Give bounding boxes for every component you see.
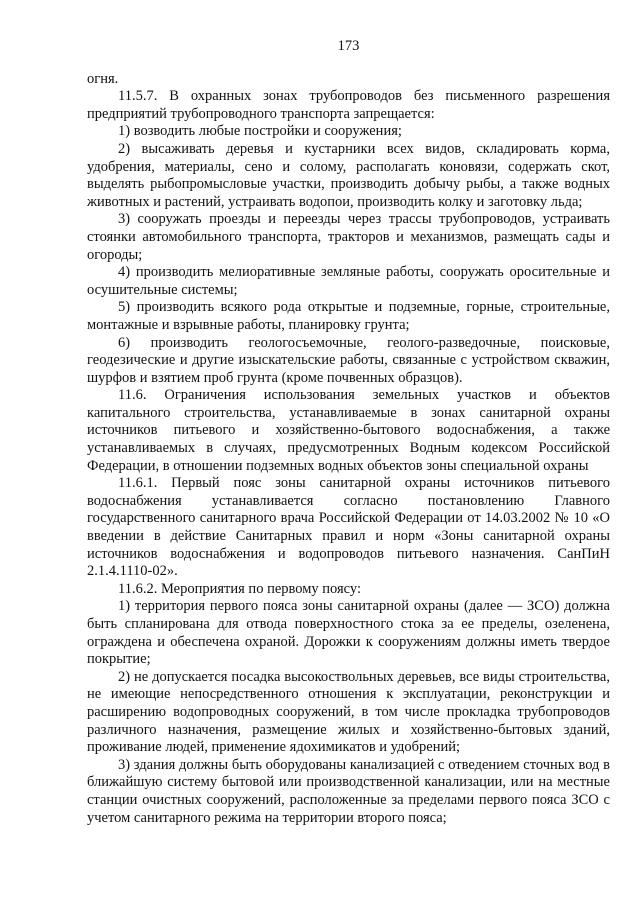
document-body — [87, 71, 610, 828]
paragraph: 3) здания должны быть оборудованы канализацией с отведением сточных вод в ближайшую систему бытовой или производственной канализации, или на местные станции очистных сооружений, расположенные за пределами первого пояса ЗСО с учетом санитарного режима на территории второго пояса; — [87, 756, 610, 826]
paragraph: 1) возводить любые постройки и сооружения; — [118, 123, 402, 140]
paragraph: 6) производить геологосъемочные, геолого-разведочные, поисковые, геодезические и другие изыскательские работы, связанные с устройством скважин, шурфов и взятием проб грунта (кроме почвенных образцов). — [87, 334, 610, 386]
paragraph: 11.6.1. Первый пояс зоны санитарной охраны источников питьевого водоснабжения устанавливается согласно постановлению Главного государственного санитарного врача Российской Федерации от 14.03.2002 № 10 «О введении в действие Санитарных правил и норм «Зоны санитарной охраны источников водоснабжения и водопроводов питьевого назначения. СанПиН 2.1.4.1110-02». — [87, 475, 610, 580]
paragraph: 11.5.7. В охранных зонах трубопроводов без письменного разрешения предприятий трубопроводного транспорта запрещается: — [87, 88, 610, 122]
document-page — [87, 38, 610, 827]
paragraph: 3) сооружать проезды и переезды через трассы трубопроводов, устраивать стоянки автомобильного транспорта, тракторов и механизмов, размещать сады и огороды; — [87, 211, 610, 263]
paragraph: 11.6.2. Мероприятия по первому поясу: — [118, 580, 362, 597]
page-number: 173 — [337, 38, 360, 54]
paragraph: огня. — [87, 70, 119, 87]
paragraph: 1) территория первого пояса зоны санитарной охраны (далее — ЗСО) должна быть спланирована для отвода поверхностного стока за ее пределы, озеленена, ограждена и обеспечена охраной. Дорожки к сооружениям должны иметь твердое покрытие; — [87, 598, 610, 668]
paragraph: 5) производить всякого рода открытые и подземные, горные, строительные, монтажные и взрывные работы, планировку грунта; — [87, 299, 610, 333]
paragraph: 11.6. Ограничения использования земельных участков и объектов капитального строительства, устанавливаемые в зонах санитарной охраны источников питьевого и хозяйственно-бытового водоснабжения, а также устанавливаемых в случаях, предусмотренных Водным кодексом Российской Федерации, в отношении подземных водных объектов зоны специальной охраны — [87, 387, 610, 474]
paragraph: 2) высаживать деревья и кустарники всех видов, складировать корма, удобрения, материалы, сено и солому, располагать коновязи, содержать скот, выделять рыбопромысловые участки, производить добычу рыбы, а также водных животных и растений, устраивать водопои, производить колку и заготовку льда; — [87, 140, 610, 210]
paragraph: 4) производить мелиоративные земляные работы, сооружать оросительные и осушительные системы; — [87, 264, 610, 298]
paragraph: 2) не допускается посадка высокоствольных деревьев, все виды строительства, не имеющие непосредственного отношения к эксплуатации, реконструкции и расширению водопроводных сооружений, в том числе прокладка трубопроводов различного назначения, размещение жилых и хозяйственно-бытовых зданий, проживание людей, применение ядохимикатов и удобрений; — [87, 668, 610, 756]
